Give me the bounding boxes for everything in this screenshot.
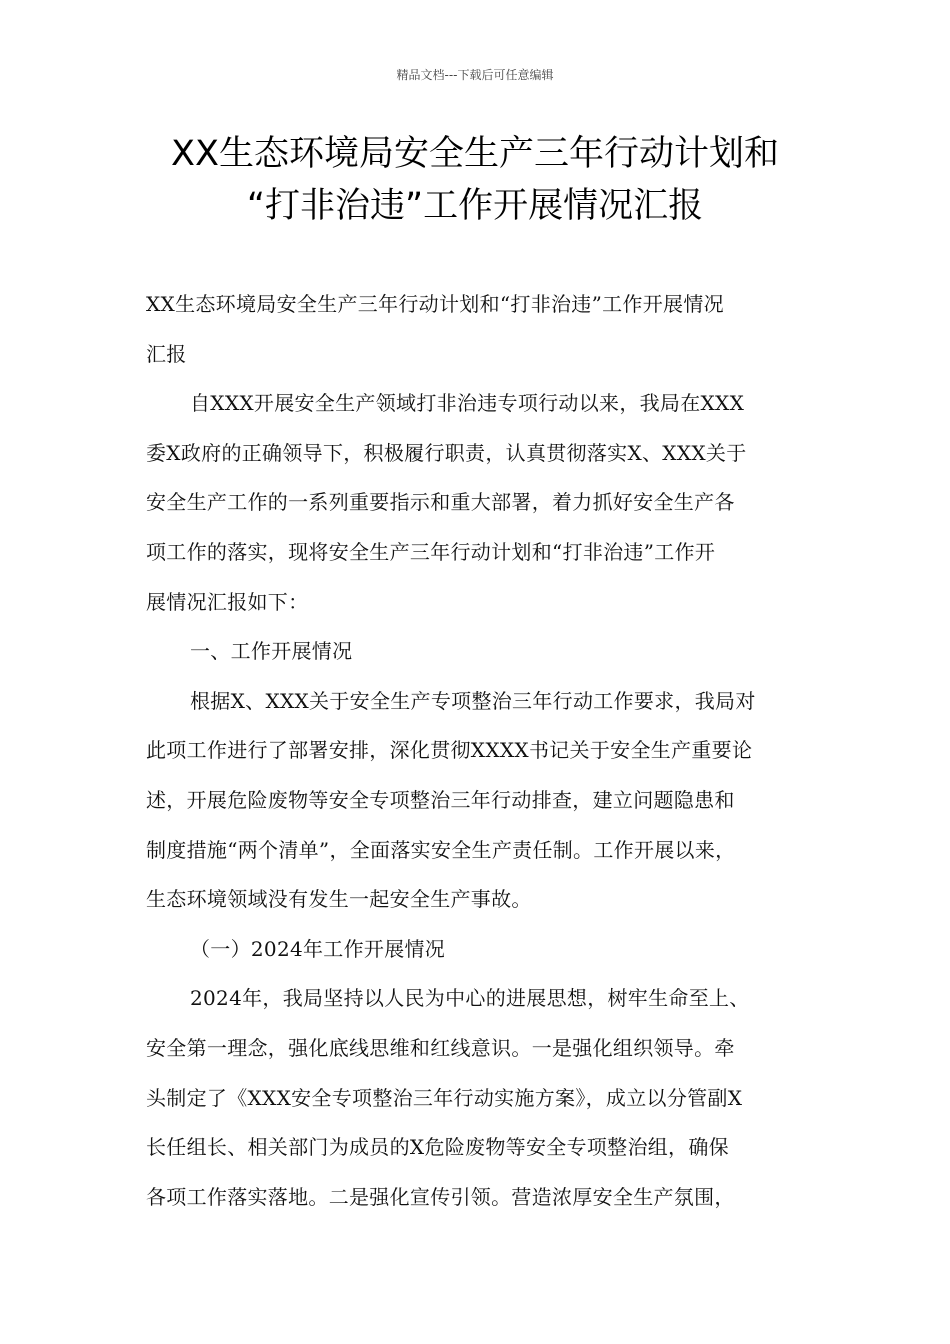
subtitle-line-2: 汇报	[146, 341, 187, 366]
paragraph-line: 项工作的落实，现将安全生产三年行动计划和“打非治违”工作开	[146, 539, 716, 564]
subtitle-line-1: XX生态环境局安全生产三年行动计划和“打非治违”工作开展情况	[146, 292, 724, 316]
paragraph-line: 头制定了《XXX安全专项整治三年行动实施方案》，成立以分管副X	[146, 1085, 743, 1110]
section-heading: 一、工作开展情况	[190, 639, 353, 664]
paragraph-line: 此项工作进行了部署安排，深化贯彻XXXX书记关于安全生产重要论	[146, 738, 753, 763]
paragraph-line: 制度措施“两个清单”，全面落实安全生产责任制。工作开展以来，	[146, 837, 736, 862]
paragraph-line: 安全第一理念，强化底线思维和红线意识。一是强化组织领导。牵	[146, 1035, 735, 1060]
subsection-heading: （一）2024年工作开展情况	[190, 936, 446, 961]
paragraph-line: 安全生产工作的一系列重要指示和重大部署，着力抓好安全生产各	[146, 490, 735, 515]
paragraph-line: 生态环境领域没有发生一起安全生产事故。	[146, 887, 532, 912]
title-line-2: “打非治违”工作开展情况汇报	[246, 186, 704, 226]
paragraph-line: 自XXX开展安全生产领域打非治违专项行动以来，我局在XXX	[190, 391, 745, 416]
paragraph-line: 长任组长、相关部门为成员的X危险废物等安全专项整治组，确保	[146, 1135, 729, 1160]
paragraph-line: 根据X、XXX关于安全生产专项整治三年行动工作要求，我局对	[190, 688, 756, 713]
header-watermark: 精品文档---下载后可任意编辑	[396, 68, 554, 82]
document-body	[146, 280, 826, 1222]
document-title	[100, 128, 850, 232]
paragraph-line: 2024年，我局坚持以人民为中心的进展思想，树牢生命至上、	[190, 986, 750, 1011]
paragraph-line: 展情况汇报如下：	[146, 589, 309, 614]
paragraph-line: 委X政府的正确领导下，积极履行职责，认真贯彻落实X、XXX关于	[146, 440, 747, 465]
paragraph-line: 述，开展危险废物等安全专项整治三年行动排查，建立问题隐患和	[146, 787, 735, 812]
paragraph-line: 各项工作落实落地。二是强化宣传引领。营造浓厚安全生产氛围，	[146, 1184, 735, 1209]
title-line-1: XX生态环境局安全生产三年行动计划和	[171, 134, 779, 174]
